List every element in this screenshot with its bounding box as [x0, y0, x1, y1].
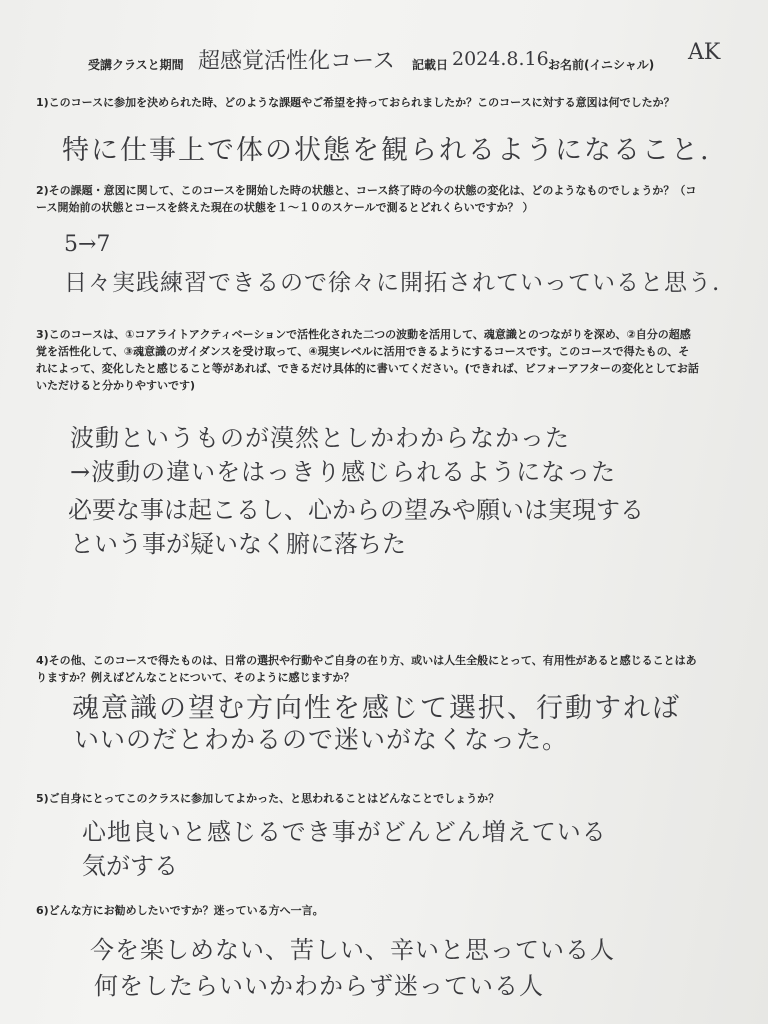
question-4: 4)その他、このコースで得たものは、日常の選択や行動やご自身の在り方、或いは人生全般にとって、有用性があると感じることはありますか？例えばどんなことについて、そのように感じますか？ [36, 654, 697, 684]
answer-2-line-1: 5→7 [64, 232, 111, 257]
question-6: 6)どんな方にお勧めしたいですか？迷っている方へ一言。 [36, 904, 324, 917]
date-value: 2024.8.16 [452, 48, 549, 70]
answer-3-line-4: という事が疑いなく腑に落ちた [70, 530, 406, 558]
answer-3-line-3: 必要な事は起こるし、心からの望みや願いは実現する [68, 496, 644, 524]
date-label: 記載日 [412, 58, 449, 72]
question-1: 1)このコースに参加を決められた時、どのような課題やご希望を持っておられましたか？このコースに対する意図は何でしたか？ [36, 96, 675, 109]
question-2: 2)その課題・意図に関して、このコースを開始した時の状態と、コース終了時の今の状態の変化は、どのようなものでしょうか？（コース開始前の状態とコースを終えた現在の状態を１～１０のスケールで測るとどれくらいですか？ ） [36, 184, 697, 214]
question-5: 5)ご自身にとってこのクラスに参加してよかった、と思われることはどんなことでしょうか？ [36, 792, 500, 805]
answer-2-line-2: 日々実践練習できるので徐々に開拓されていっていると思う. [64, 270, 721, 296]
answer-5-line-1: 心地良いと感じるでき事がどんどん増えている [82, 818, 607, 846]
answer-6-line-2: 何をしたらいいかわからず迷っている人 [94, 972, 544, 1000]
form-header [0, 40, 768, 84]
answer-3-line-2: →波動の違いをはっきり感じられるようになった [70, 458, 617, 486]
answer-3-line-1: 波動というものが漠然としかわからなかった [70, 424, 570, 452]
name-initials-value: AK [688, 40, 721, 65]
answer-5-line-2: 気がする [82, 852, 178, 880]
answer-6-line-1: 今を楽しめない、苦しい、辛いと思っている人 [90, 936, 615, 964]
class-period-value: 超感覚活性化コース [198, 49, 395, 74]
answer-1-line-1: 特に仕事上で体の状態を観られるようになること. [62, 135, 711, 166]
class-period-label: 受講クラスと期間 [88, 58, 184, 72]
name-initials-label: お名前(イニシャル) [548, 58, 655, 72]
answer-4-line-1: 魂意識の望む方向性を感じて選択、行動すれば [72, 693, 681, 724]
answer-4-line-2: いいのだとわかるので迷いがなくなった。 [74, 725, 569, 754]
question-3: 3)このコースは、①コアライトアクティベーションで活性化された二つの波動を活用して、魂意識とのつながりを深め、②自分の超感覚を活性化して、③魂意識のガイダンスを受け取って、④現実レベルに活用できるようにするコースです。このコースで得たもの、それによって、変化したと感じること等があれば、できるだけ具体的に書いてください。(できれば、ビフォーアフターの変化としてお話いただけると分かりやすいです) [36, 328, 699, 392]
